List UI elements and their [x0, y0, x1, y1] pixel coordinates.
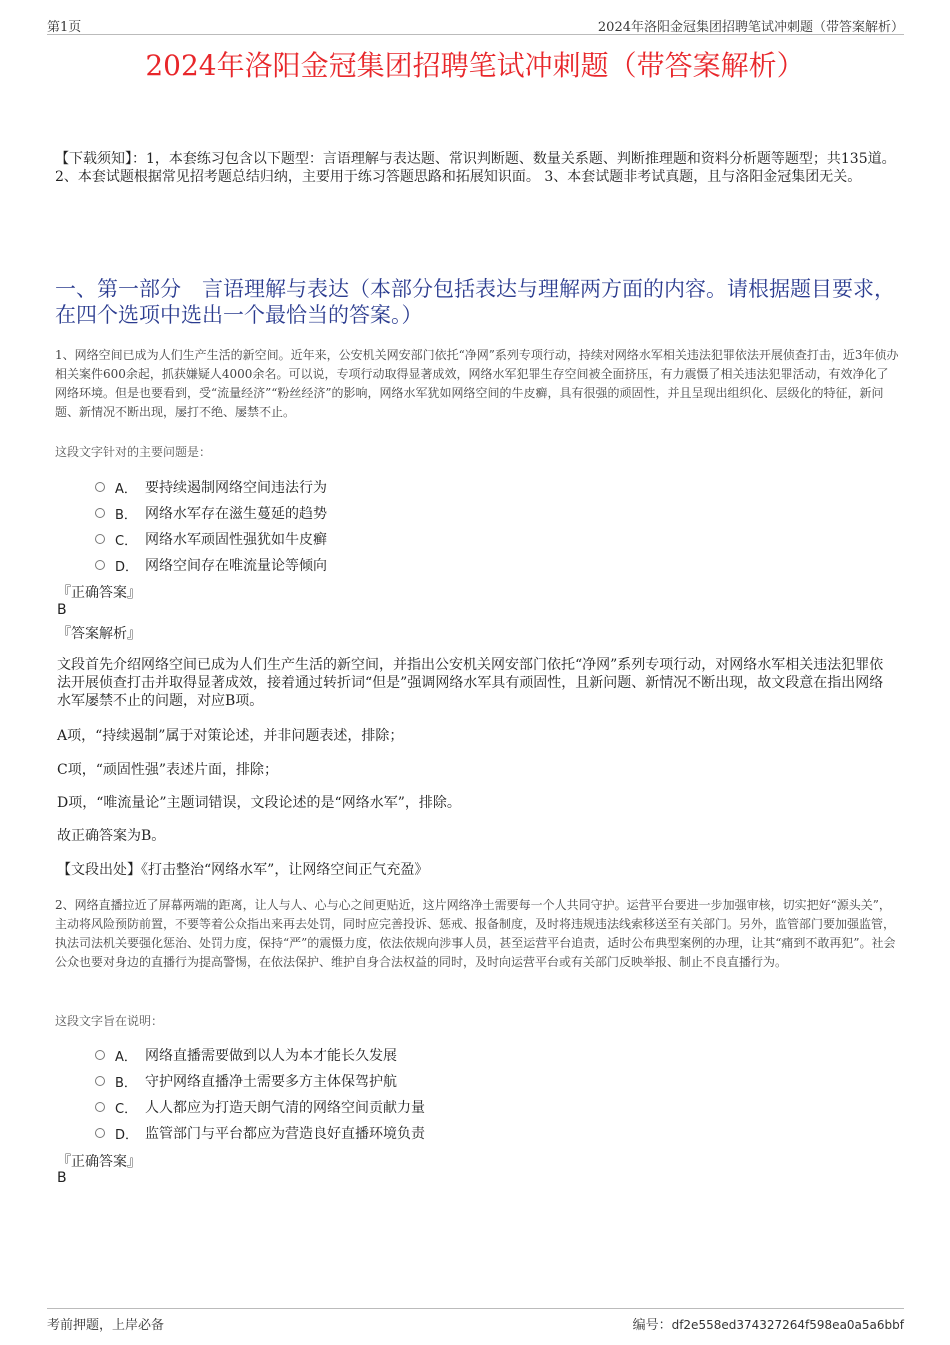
radio-icon[interactable] — [95, 560, 105, 570]
question-1-option-c[interactable]: C． 网络水军顽固性强犹如牛皮癣 — [95, 529, 327, 549]
radio-icon[interactable] — [95, 508, 105, 518]
analysis-label: 『答案解析』 — [57, 626, 141, 642]
question-1-option-d[interactable]: D． 网络空间存在唯流量论等倾向 — [95, 555, 327, 575]
question-2-option-a[interactable]: A． 网络直播需要做到以人为本才能长久发展 — [95, 1045, 397, 1065]
question-2-option-b[interactable]: B． 守护网络直播净土需要多方主体保驾护航 — [95, 1071, 397, 1091]
analysis-conclusion: 故正确答案为B。 — [57, 828, 166, 844]
question-1-stem: 这段文字针对的主要问题是： — [55, 445, 212, 459]
question-2-stem: 这段文字旨在说明： — [55, 1014, 164, 1028]
correct-answer-label: 『正确答案』 — [57, 585, 141, 601]
radio-icon[interactable] — [95, 1076, 105, 1086]
document-code — [633, 1314, 904, 1333]
header-divider — [47, 34, 904, 35]
question-1-option-a[interactable]: A． 要持续遏制网络空间违法行为 — [95, 477, 327, 497]
radio-icon[interactable] — [95, 534, 105, 544]
analysis-line-d: D项，“唯流量论”主题词错误，文段论述的是“网络水军”，排除。 — [57, 795, 461, 811]
analysis-line-a: A项，“持续遏制”属于对策论述，并非问题表述，排除； — [57, 728, 404, 744]
radio-icon[interactable] — [95, 482, 105, 492]
running-title: 2024年洛阳金冠集团招聘笔试冲刺题（带答案解析） — [597, 20, 904, 35]
page-number: 第1页 — [47, 20, 82, 35]
download-notice: 【下载须知】：1，本套练习包含以下题型：言语理解与表达题、常识判断题、数量关系题、判断推理题和资料分析题等题型；共135道。 2、本套试题根据常见招考题总结归纳，主要用于练习答题思路和拓展知识面。 3、本套试题非考试真题，且与洛阳金冠集团无关。 — [55, 151, 896, 185]
analysis-line-c: C项，“顽固性强”表述片面，排除； — [57, 762, 279, 778]
footer-slogan: 考前押题，上岸必备 — [47, 1318, 165, 1333]
correct-answer-value: B — [57, 1170, 67, 1186]
question-2-text: 2、网络直播拉近了屏幕两端的距离，让人与人、心与心之间更贴近，这片网络净土需要每一个人共同守护。运营平台要进一步加强审核，切实把好“源头关”，主动将风险预防前置，不要等着公众指出来再去处罚，同时应完善投诉、惩戒、报备制度，及时将违规违法线索移送至有关部门。另外，监管部门要加强监管，执法司法机关要强化惩治、处罚力度，保持“严”的震慑力度，依法依规向涉事人员，甚至运营平台追责，适时公布典型案例的办理，让其“痛到不敢再犯”。社会公众也要对身边的直播行为提高警惕，在依法保护、维护自身合法权益的同时，及时向运营平台或有关部门反映举报、制止不良直播行为。 — [55, 898, 896, 969]
code-label: 编号： — [632, 1318, 672, 1333]
analysis-source: 【文段出处】《打击整治“网络水军”，让网络空间正气充盈》 — [57, 862, 429, 878]
radio-icon[interactable] — [95, 1102, 105, 1112]
correct-answer-value: B — [57, 602, 67, 618]
code-value: df2e558ed374327264f598ea0a5a6bbf — [671, 1318, 904, 1332]
section-heading: 一、第一部分 言语理解与表达（本部分包括表达与理解两方面的内容。请根据题目要求，在四个选项中选出一个最恰当的答案。） — [55, 277, 895, 327]
radio-icon[interactable] — [95, 1128, 105, 1138]
question-2-option-d[interactable]: D． 监管部门与平台都应为营造良好直播环境负责 — [95, 1123, 425, 1143]
question-1-text: 1、网络空间已成为人们生产生活的新空间。近年来，公安机关网安部门依托“净网”系列专项行动，持续对网络水军相关违法犯罪依法开展侦查打击，近3年侦办相关案件600余起，抓获嫌疑人4000余名。可以说，专项行动取得显著成效，网络水军犯罪生存空间被全面挤压，有力震慑了相关违法犯罪活动，有效净化了网络环境。但是也要看到，受“流量经济”“粉丝经济”的影响，网络水军犹如网络空间的牛皮癣，具有很强的顽固性，并且呈现出组织化、层级化的特征，新问题、新情况不断出现，屡打不绝、屡禁不止。 — [55, 348, 899, 419]
correct-answer-label: 『正确答案』 — [57, 1154, 141, 1170]
question-2-option-c[interactable]: C． 人人都应为打造天朗气清的网络空间贡献力量 — [95, 1097, 425, 1117]
footer-divider — [47, 1308, 904, 1309]
question-1-option-b[interactable]: B． 网络水军存在滋生蔓延的趋势 — [95, 503, 327, 523]
analysis-paragraph: 文段首先介绍网络空间已成为人们生产生活的新空间，并指出公安机关网安部门依托“净网”系列专项行动，对网络水军相关违法犯罪依法开展侦查打击并取得显著成效，接着通过转折词“但是”强调网络水军具有顽固性，且新问题、新情况不断出现，故文段意在指出网络水军屡禁不止的问题，对应B项。 — [57, 657, 884, 709]
radio-icon[interactable] — [95, 1050, 105, 1060]
page-title: 2024年洛阳金冠集团招聘笔试冲刺题（带答案解析） — [145, 49, 805, 82]
